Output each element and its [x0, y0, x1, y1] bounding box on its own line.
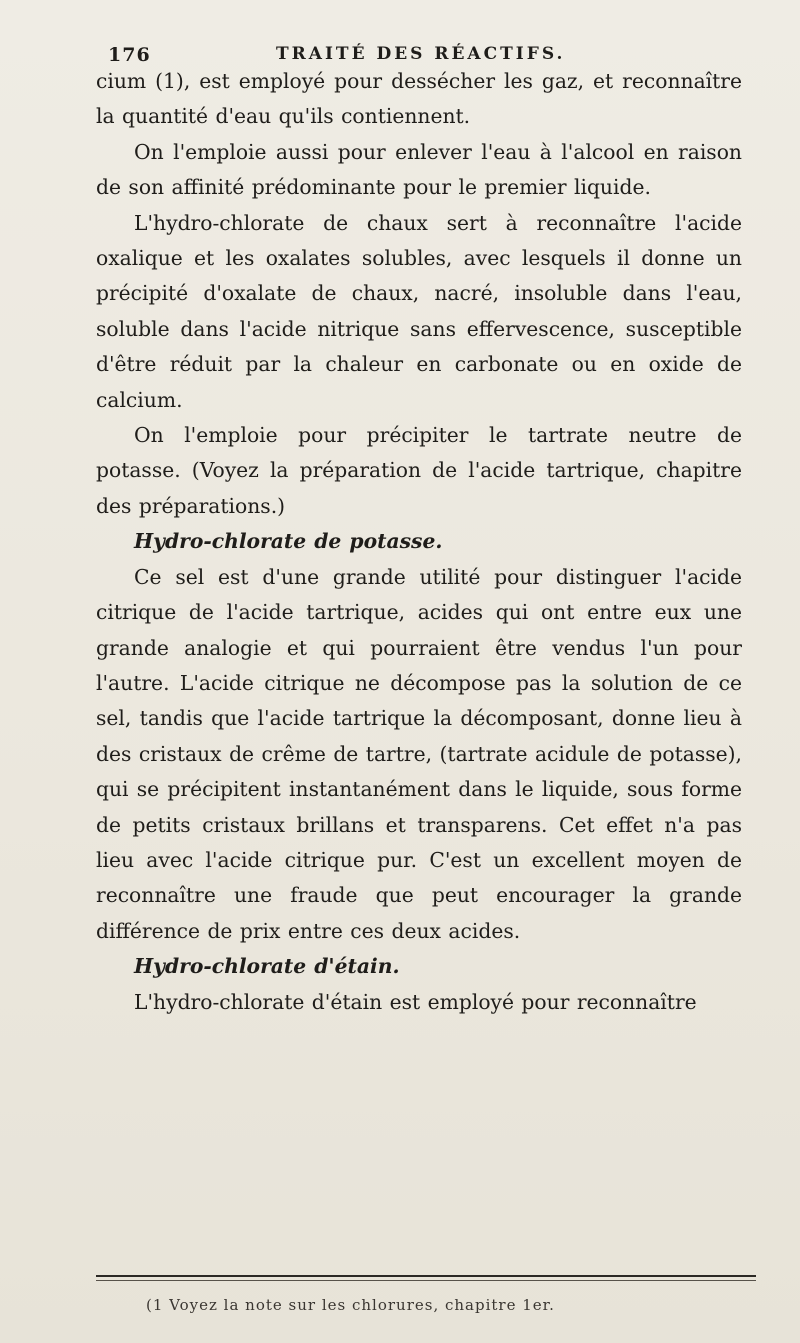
footnote-rule [96, 1275, 756, 1277]
paragraph-acide-oxalique: L'hydro-chlorate de chaux sert à reconnaître l'acide oxalique et les oxalates solubles, avec lesquels il donne un précipité d'oxalate de chaux, nacré, insoluble dans l'eau, soluble dans l'acide nitrique sans effervescence, susceptible d'être réduit par la chaleur en carbonate ou en oxide de calcium. [96, 210, 742, 412]
running-head [96, 18, 742, 64]
page-number: 176 [108, 44, 151, 66]
paragraph-continuation: cium (1), est employé pour dessécher les gaz, et reconnaître la quantité d'eau qu'ils contiennent. [96, 69, 742, 129]
footnote: (1 Voyez la note sur les chlorures, chapitre 1er. [146, 1296, 555, 1314]
paragraph-etain: L'hydro-chlorate d'étain est employé pour reconnaître [134, 989, 697, 1014]
section-heading-etain: Hydro-chlorate d'étain. [134, 954, 400, 979]
running-title: TRAITÉ DES RÉACTIFS. [276, 44, 566, 64]
body-text [96, 64, 742, 1020]
section-heading-potasse: Hydro-chlorate de potasse. [134, 529, 443, 554]
paragraph-alcool: On l'emploie aussi pour enlever l'eau à l'alcool en raison de son affinité prédominante pour le premier liquide. [96, 139, 742, 200]
paragraph-acide-citrique: Ce sel est d'une grande utilité pour distinguer l'acide citrique de l'acide tartrique, acides qui ont entre eux une grande analogie et qui pourraient être vendus l'un pour l'autre. L'acide citrique ne décompose pas la solution de ce sel, tandis que l'acide tartrique la décomposant, donne lieu à des cristaux de crême de tartre, (tartrate acidule de potasse), qui se précipitent instantanément dans le liquide, sous forme de petits cristaux brillans et transparens. Cet effet n'a pas lieu avec l'acide citrique pur. C'est un excellent moyen de reconnaître une fraude que peut encourager la grande différence de prix entre ces deux acides. [96, 564, 742, 943]
paragraph-tartrate: On l'emploie pour précipiter le tartrate neutre de potasse. (Voyez la préparation de l'acide tartrique, chapitre des préparations.) [96, 423, 742, 518]
